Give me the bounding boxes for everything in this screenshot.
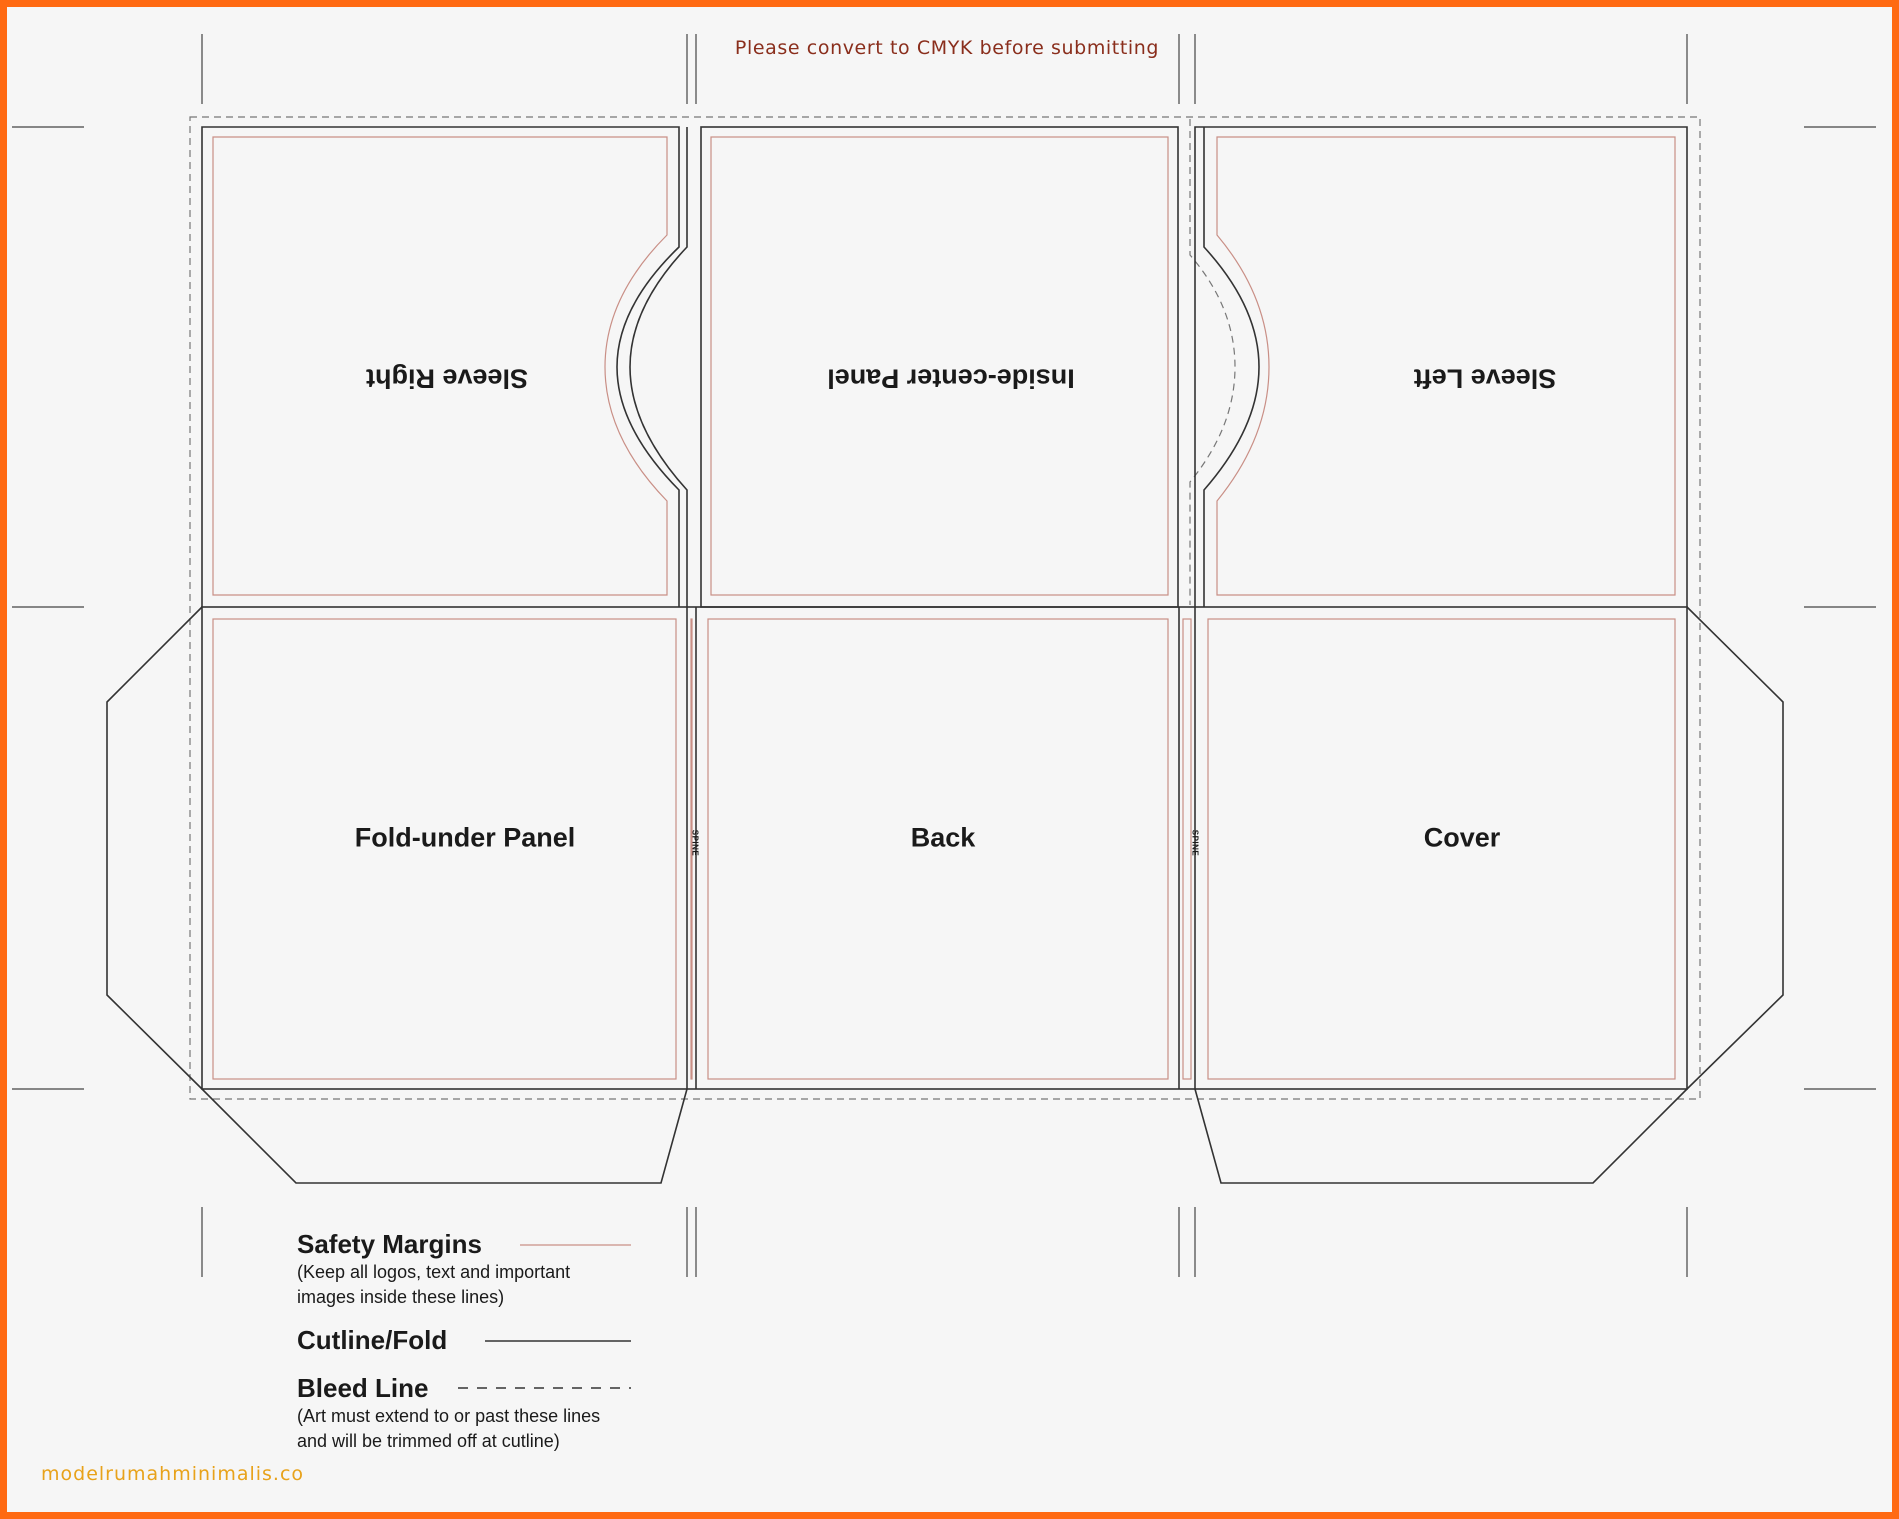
legend-safety-note-line2: images inside these lines) xyxy=(297,1287,505,1307)
bleed-line-sleeve xyxy=(1190,119,1235,605)
legend-bleed-title: Bleed Line xyxy=(297,1373,429,1403)
panel-label-fold-under: Fold-under Panel xyxy=(354,822,576,853)
legend-bleed-note-line1: (Art must extend to or past these lines xyxy=(297,1406,601,1426)
panel-label-sleeve-right: Sleeve Right xyxy=(365,363,529,394)
panel-label-inside-center: Inside-center Panel xyxy=(827,363,1075,394)
safety-margins xyxy=(213,137,1675,1079)
spine-label-right: SPINE xyxy=(1190,829,1200,857)
dieline-drawing xyxy=(7,7,1892,1512)
legend-safety-title: Safety Margins xyxy=(297,1229,482,1259)
panel-label-cover: Cover xyxy=(1423,822,1501,853)
crop-marks xyxy=(12,34,1876,1277)
legend-bleed-note-line2: and will be trimmed off at cutline) xyxy=(297,1431,560,1451)
cutlines xyxy=(107,127,1783,1183)
bleed-line xyxy=(190,117,1700,1099)
legend-safety-note xyxy=(297,1260,657,1310)
legend-safety-note-line1: (Keep all logos, text and important xyxy=(297,1262,571,1282)
legend-cutline-title: Cutline/Fold xyxy=(297,1325,448,1355)
spine-label-left: SPINE xyxy=(690,829,700,857)
watermark: modelrumahminimalis.co xyxy=(41,1463,305,1485)
panel-label-back: Back xyxy=(910,822,976,853)
template-sheet xyxy=(7,7,1892,1512)
cmyk-notice: Please convert to CMYK before submitting xyxy=(734,37,1160,59)
legend-bleed-note xyxy=(297,1404,657,1454)
panel-label-sleeve-left: Sleeve Left xyxy=(1413,363,1557,394)
